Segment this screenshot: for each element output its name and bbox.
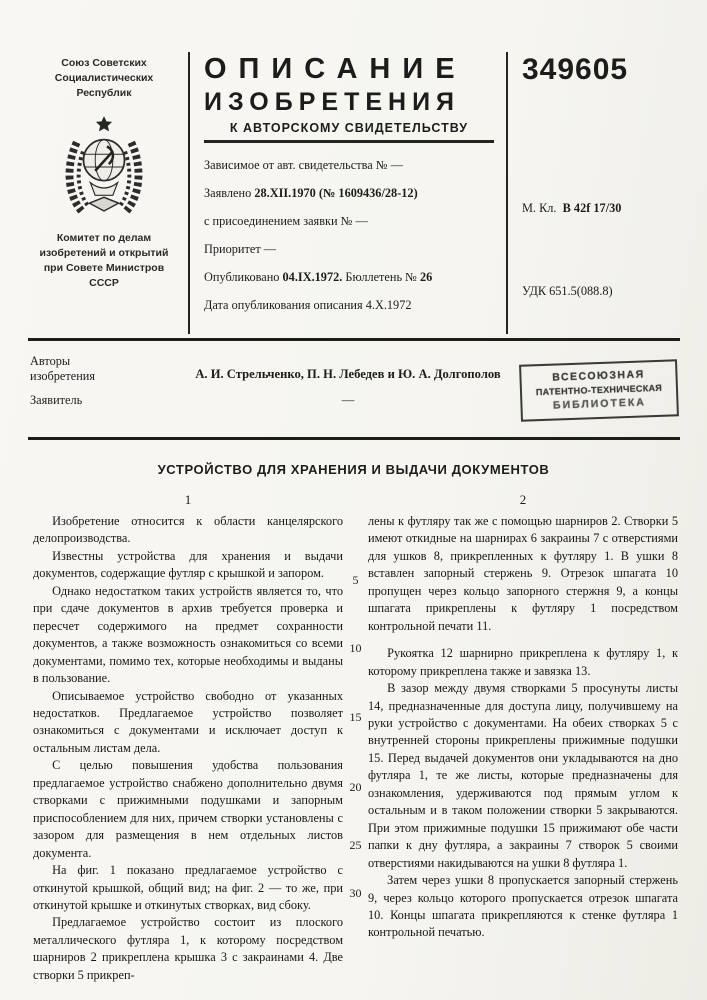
divider	[28, 437, 680, 440]
committee-line: изобретений и открытий	[39, 247, 169, 259]
classification-mkl	[522, 201, 680, 216]
applicant-value: —	[341, 393, 355, 407]
line-number: 10	[349, 641, 362, 655]
line-number: 25	[349, 838, 362, 852]
union-name	[32, 56, 176, 101]
paragraph: Затем через ушки 8 пропускается запорный стержень 9, через кольцо которого пропускается отрезок шпагата 10. Концы шпагата прикрепляются к стенке футляра 1 контрольной печатью.	[368, 873, 678, 940]
field-text: с присоединением заявки № —	[204, 214, 368, 228]
field-value: 28.XII.1970 (№ 1609436/28-12)	[254, 186, 418, 200]
patent-number: 349605	[522, 53, 629, 86]
field-text: Дата опубликования описания 4.X.1972	[204, 298, 412, 312]
union-name-line: Союз Советских	[61, 57, 147, 69]
ussr-coat-of-arms-icon	[60, 114, 148, 223]
paragraph: лены к футляру так же с помощью шарниров 2. Створки 5 имеют откидные на шарнирах 6 закраины 7 с отверстиями для ушков 8, прикрепленных к футляру 1. В ушки 8 вставлен запорный стержень 9. Отрезок шпагата 10 пропущен через кольцо запорного стержня 9, а концы шпагата прикреплены к футляру 1 посредством контрольной печати 11.	[368, 514, 678, 633]
authors-label-line: Авторы	[30, 354, 71, 368]
authors-label	[30, 354, 148, 384]
field-dependent-certificate	[204, 158, 494, 173]
classification-udk: УДК 651.5(088.8)	[522, 284, 613, 298]
invention-title: УСТРОЙСТВО ДЛЯ ХРАНЕНИЯ И ВЫДАЧИ ДОКУМЕНТОВ	[157, 462, 550, 477]
paragraph: Рукоятка 12 шарнирно прикреплена к футляру 1, к которому прикреплена также и завязка 13.	[368, 646, 678, 678]
paragraph: Изобретение относится к области канцелярского делопроизводства.	[33, 514, 343, 546]
line-number: 5	[352, 573, 359, 587]
paragraph: Описываемое устройство свободно от указанных недостатков. Предлагаемое устройство позволяет ознакомиться с документами и исключает доступ к остальным листам дела.	[33, 688, 343, 755]
line-number: 30	[349, 886, 362, 900]
stamp-line: ПАТЕНТНО-ТЕХНИЧЕСКАЯ	[535, 382, 663, 398]
field-text: Опубликовано	[204, 270, 283, 284]
field-description-publication-date	[204, 298, 494, 313]
masthead-subtitle: К АВТОРСКОМУ СВИДЕТЕЛЬСТВУ	[204, 118, 494, 143]
authors-names: А. И. Стрельченко, П. Н. Лебедев и Ю. А. Долгополов	[195, 367, 501, 381]
header-right-block	[508, 52, 680, 334]
applicant-label: Заявитель	[30, 393, 83, 407]
paragraph: Однако недостатком таких устройств является то, что при сдаче документов в архив требуется проверка и пересчет содержимого на предмет сохранности документов, а также возможность ознакомиться со всеми документами, помимо тех, которые необходимы и выданы в пользование.	[33, 583, 343, 686]
field-text: Заявлено	[204, 186, 255, 200]
column-numbers	[33, 492, 678, 508]
paragraph: В зазор между двумя створками 5 просунуты листы 14, предназначенные для доступа лицу, получившему на руки устройство с документами. На обеих створках 5 с внутренней стороны прикреплены прижимные подушки 15. Перед выдачей документов они укладываются на дно футляра 1, те же листы, которые предназначены для ознакомления, удерживаются под прямым углом к остальным и в таком положении створки 5 закрываются. При этом прижимные подушки 15 прижимают обе части папки к дну футляра, а закраины 7 створок 5 своими отверстиями накидываются на ушки 8 футляра 1.	[368, 681, 678, 870]
field-priority	[204, 242, 494, 257]
text-column-1	[33, 513, 343, 984]
field-application-filed	[204, 186, 494, 201]
union-name-line: Республик	[76, 87, 132, 99]
committee-name	[32, 231, 176, 291]
field-value: 04.IX.1972.	[282, 270, 343, 284]
column-1-number: 1	[184, 492, 192, 507]
header-center-block	[188, 52, 508, 334]
document-header	[30, 52, 680, 334]
text-column-2	[368, 513, 678, 984]
committee-line: при Совете Министров	[43, 262, 165, 274]
stamp-line: БИБЛИОТЕКА	[552, 396, 647, 412]
field-text: Приоритет —	[204, 242, 277, 256]
committee-line: СССР	[89, 277, 119, 289]
column-2-number: 2	[519, 492, 527, 507]
field-text: Зависимое от авт. свидетельства № —	[204, 158, 403, 172]
masthead-title-line2: ИЗОБРЕТЕНИЯ	[204, 88, 461, 116]
paragraph: Предлагаемое устройство состоит из плоского металлического футляра 1, к которому посредством шарниров 2 прикреплена крышка 3 с закраинами 4. Две створки 5 прикреп-	[33, 915, 343, 982]
field-joined-application	[204, 214, 494, 229]
paragraph: С целью повышения удобства пользования предлагаемое устройство снабжено дополнительно двумя створками с прижимными подушками и запорным приспособлением для них, причем створки установлены с зазором для размещения в нем отдельных листов документа.	[33, 758, 343, 860]
paragraph: Известны устройства для хранения и выдачи документов, содержащие футляр с крышкой и запором.	[33, 548, 343, 581]
field-published	[204, 270, 494, 285]
header-left-block	[30, 52, 188, 334]
paragraph: На фиг. 1 показано предлагаемое устройство с откинутой крышкой, общий вид; на фиг. 2 — то же, при откинутой крышке и откинутых створках, вид сбоку.	[33, 863, 343, 912]
field-text: Бюллетень №	[342, 270, 420, 284]
field-value: 26	[419, 270, 433, 284]
mkl-label: М. Кл.	[522, 201, 557, 215]
authors-label-line: изобретения	[30, 369, 96, 383]
line-number: 15	[349, 710, 362, 724]
mkl-value: B 42f 17/30	[562, 201, 622, 215]
masthead-title-line1: ОПИСАНИЕ	[204, 53, 467, 85]
divider	[28, 338, 680, 341]
library-stamp	[519, 359, 679, 421]
line-number: 20	[349, 780, 362, 794]
description-body	[33, 492, 678, 984]
committee-line: Комитет по делам	[56, 232, 152, 244]
bibliographic-fields	[204, 158, 494, 313]
union-name-line: Социалистических	[54, 72, 154, 84]
authors-section	[30, 354, 680, 417]
stamp-line: ВСЕСОЮЗНАЯ	[552, 368, 645, 384]
